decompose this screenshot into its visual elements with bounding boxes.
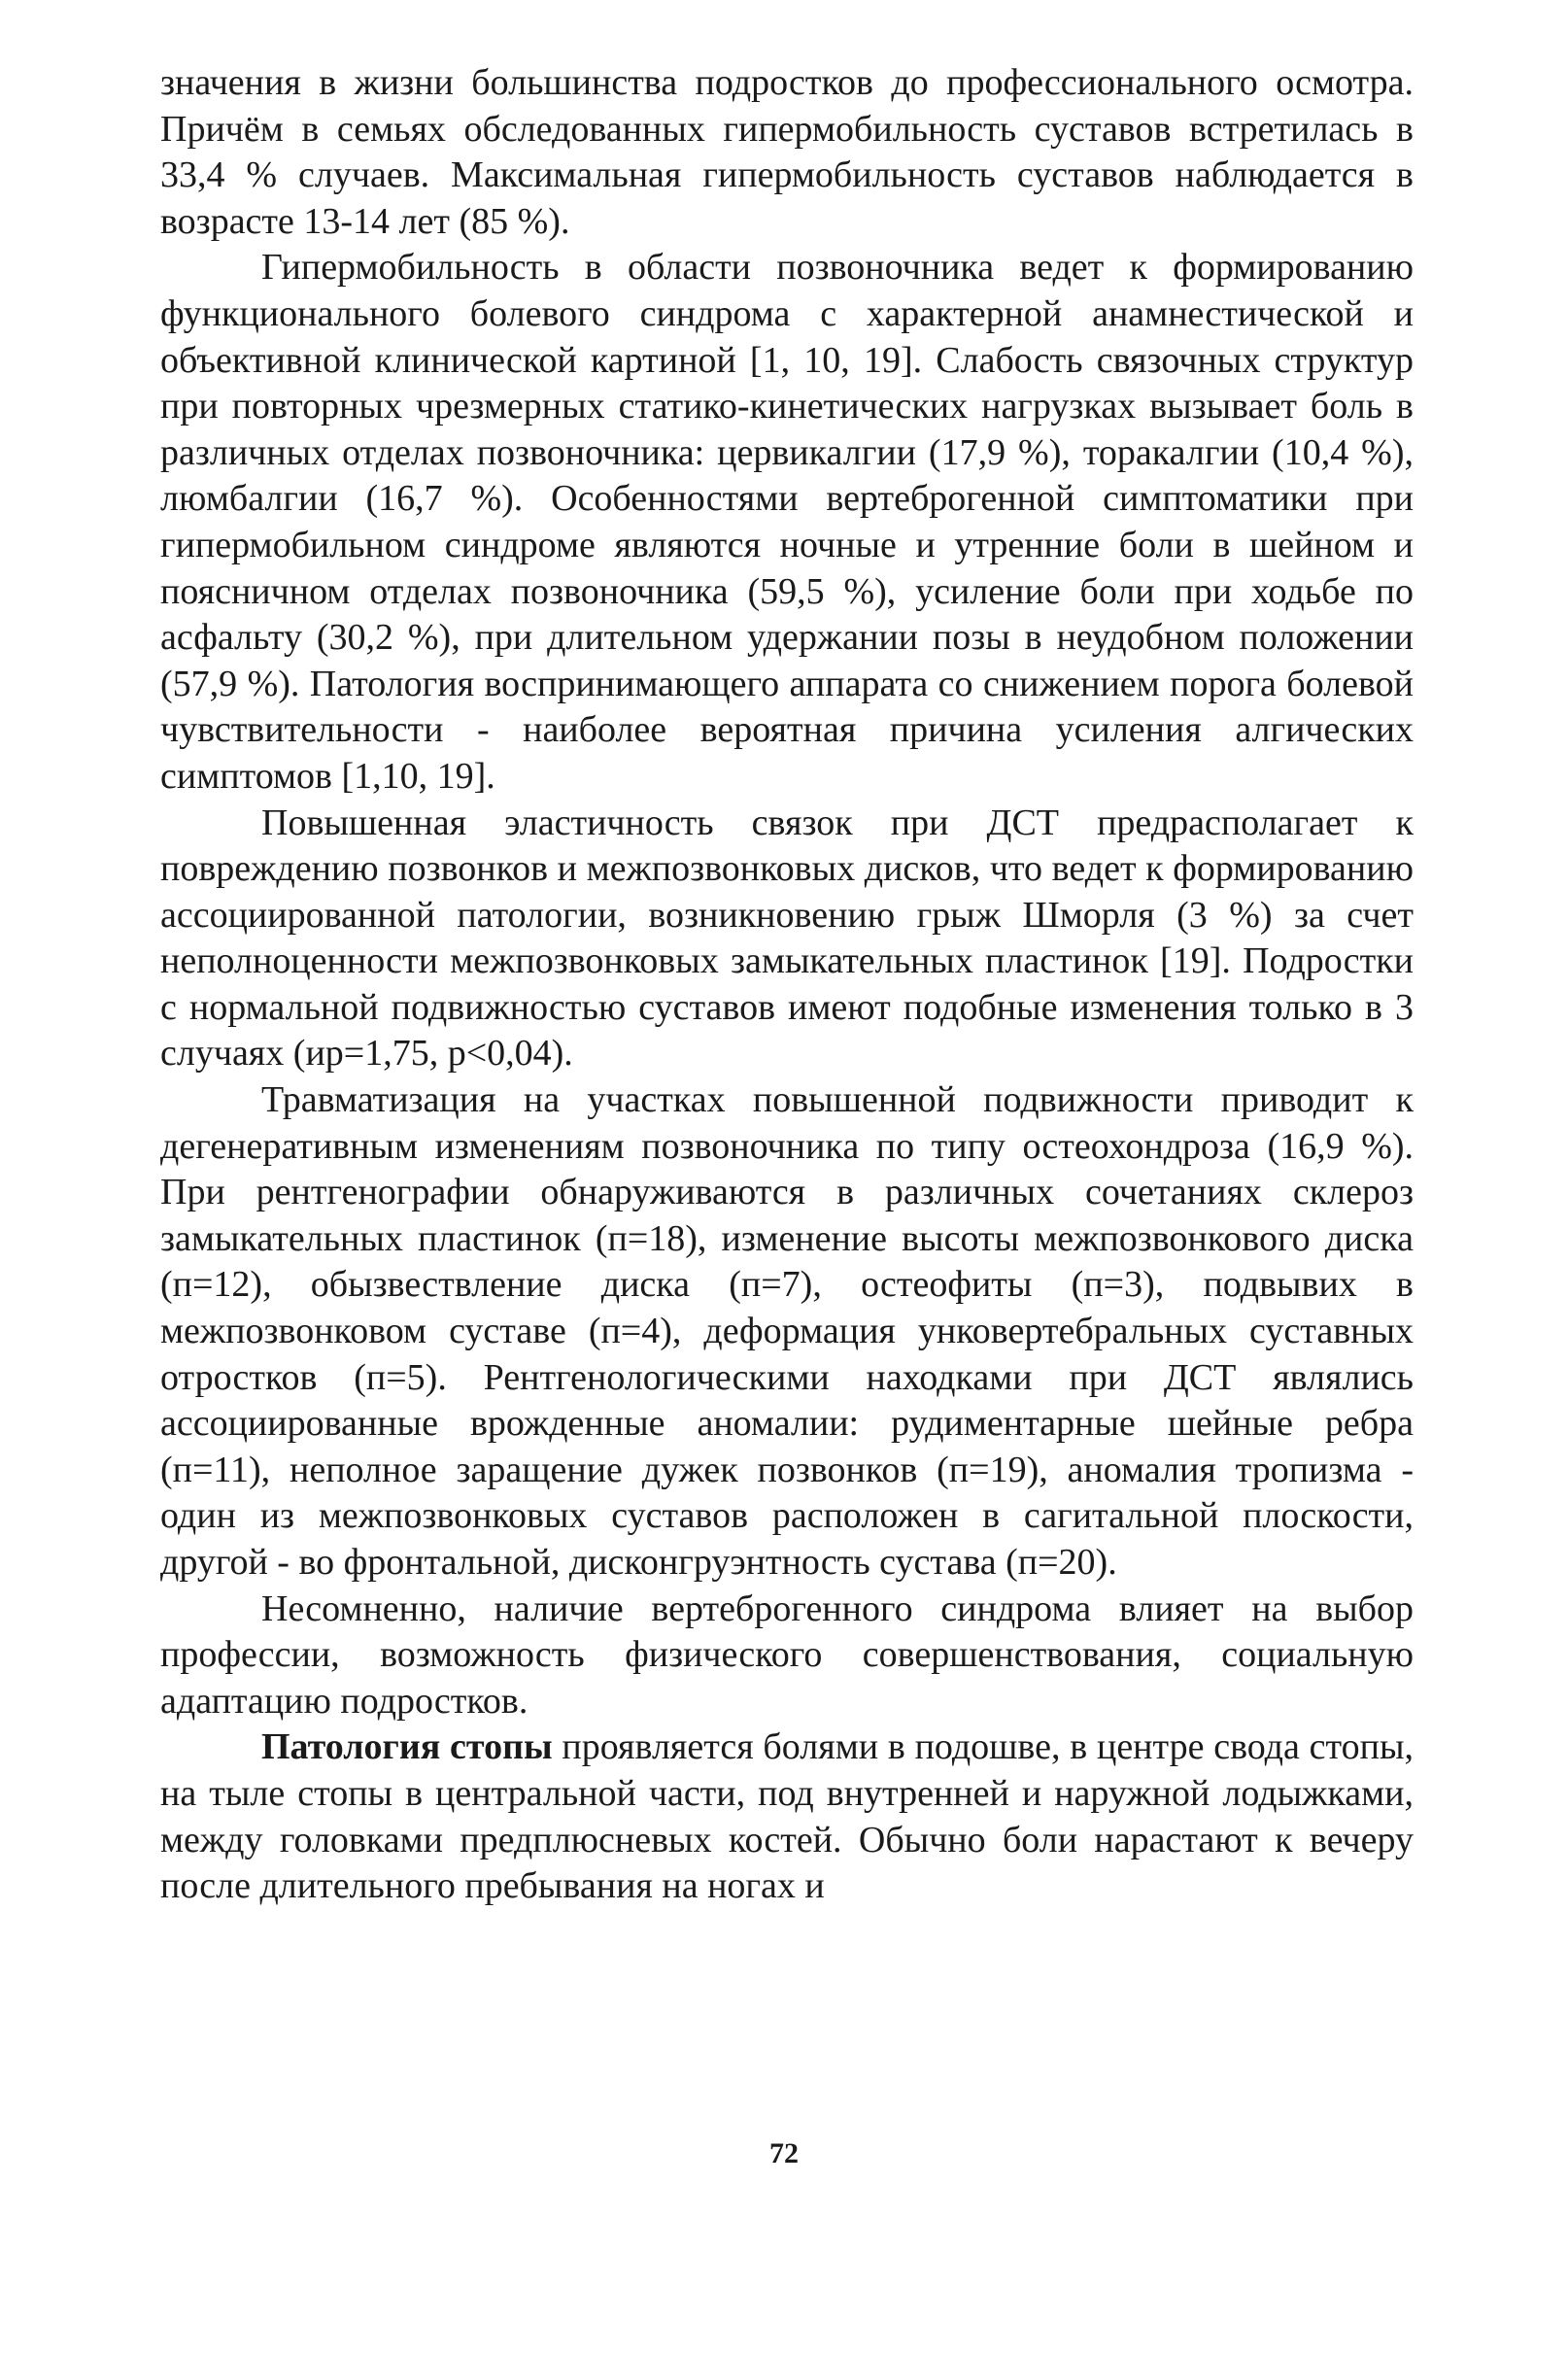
page-number: 72: [769, 2137, 799, 2169]
paragraph-1: значения в жизни большинства подростков до профессионального осмотра. Причём в семьях обследованных гипермобильность суставов встретилась в 33,4 % случаев. Максимальная гипермобильность суставов наблюдается в возрасте 13-14 лет (85 %).: [160, 62, 1414, 242]
body-text: [160, 60, 1414, 1910]
paragraph-2: Гипермобильность в области позвоночника ведет к формированию функционального болевого синдрома с характерной анамнестической и объективной клинической картиной [1, 10, 19]. Слабость связочных структур при повторных чрезмерных статико-кинетических нагрузках вызывает боль в различных отделах позвоночника: цервикалгии (17,9 %), торакалгии (10,4 %), люмбалгии (16,7 %). Особенностями вертеброгенной симптоматики при гипермобильном синдроме являются ночные и утренние боли в шейном и поясничном отделах позвоночника (59,5 %), усиление боли при ходьбе по асфальту (30,2 %), при длительном удержании позы в неудобном положении (57,9 %). Патология воспринимающего аппарата со снижением порога болевой чувствительности - наиболее вероятная причина усиления алгических симптомов [1,10, 19].: [160, 247, 1414, 797]
paragraph-6: [160, 1724, 1414, 1909]
paragraph-3: Повышенная эластичность связок при ДСТ предрасполагает к повреждению позвонков и межпозвонковых дисков, что ведет к формированию ассоциированной патологии, возникновению грыж Шморля (3 %) за счет неполноценности межпозвонковых замыкательных пластинок [19]. Подростки с нормальной подвижностью суставов имеют подобные изменения только в 3 случаях (ир=1,75, р<0,04).: [160, 802, 1414, 1075]
paragraph-6-text: проявляется болями в подошве, в центре свода стопы, на тыле стопы в центральной части, под внутренней и наружной лодыжками, между головками предплюсневых костей. Обычно боли нарастают к вечеру после длительного пребывания на ногах и: [160, 1726, 1414, 1907]
paragraph-5: Несомненно, наличие вертеброгенного синдрома влияет на выбор профессии, возможность физического совершенствования, социальную адаптацию подростков.: [160, 1587, 1414, 1722]
paragraph-6-lead: Патология стопы: [261, 1726, 553, 1768]
paragraph-4: Травматизация на участках повышенной подвижности приводит к дегенеративным изменениям позвоночника по типу остеохондроза (16,9 %). При рентгенографии обнаруживаются в различных сочетаниях склероз замыкательных пластинок (п=18), изменение высоты межпозвонкового диска (п=12), обызвествление диска (п=7), остеофиты (п=3), подвывих в межпозвонковом суставе (п=4), деформация унковертебральных суставных отростков (п=5). Рентгенологическими находками при ДСТ являлись ассоциированные врожденные аномалии: рудиментарные шейные ребра (п=11), неполное заращение дужек позвонков (п=19), аномалия тропизма - один из межпозвонковых суставов расположен в сагитальной плоскости, другой - во фронтальной, дисконгруэнтность сустава (п=20).: [160, 1079, 1414, 1583]
